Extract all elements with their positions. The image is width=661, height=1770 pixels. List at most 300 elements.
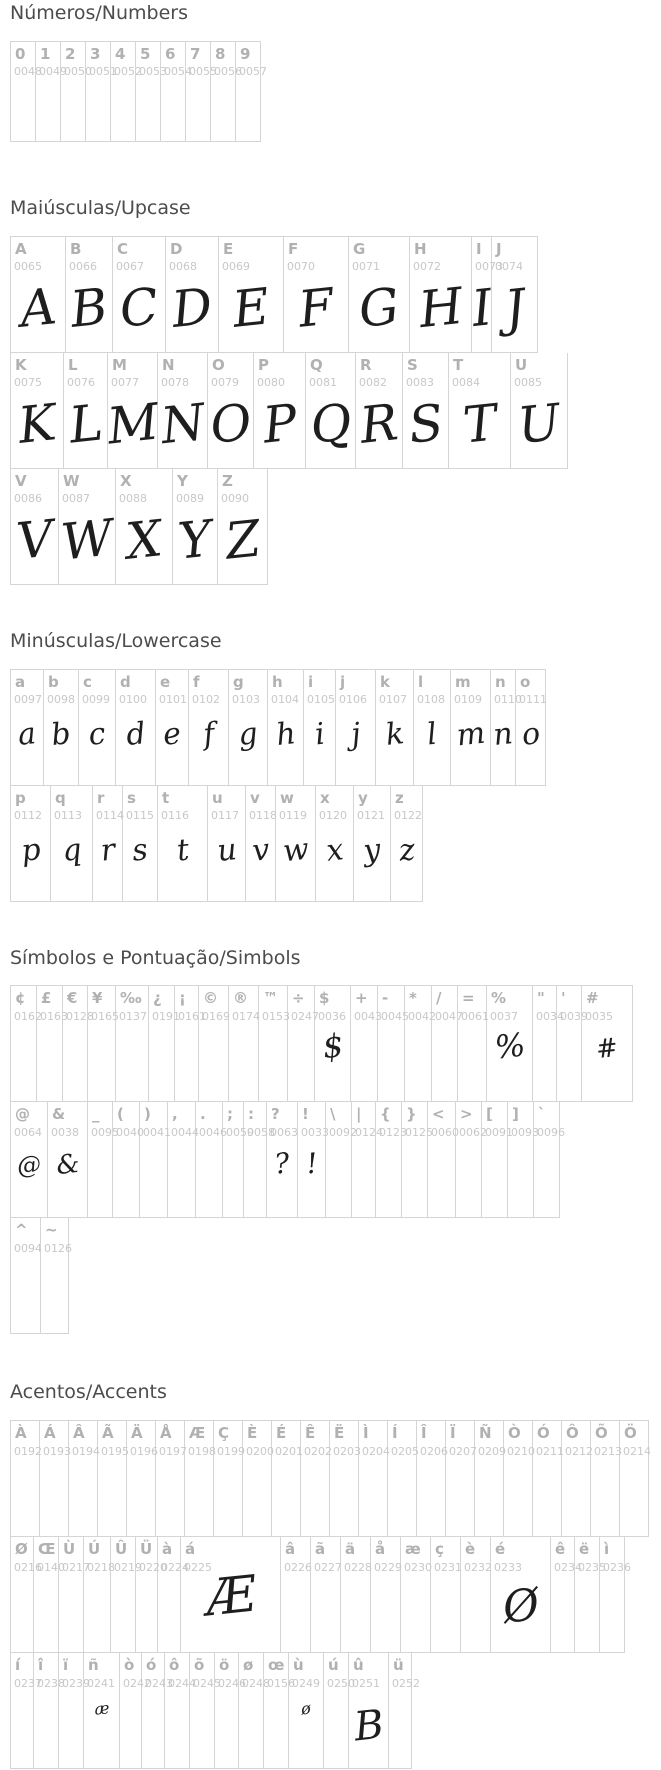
cell-unicode-code: 0225 — [184, 1560, 212, 1574]
cell-char-label: ì — [604, 1540, 610, 1559]
cell-glyph-preview: ! — [304, 1146, 319, 1181]
glyph-cell — [330, 1421, 359, 1536]
cell-unicode-code: 0034 — [536, 1009, 564, 1023]
cell-unicode-code: 0250 — [327, 1676, 355, 1690]
glyph-cell — [40, 1421, 69, 1536]
cell-unicode-code: 0117 — [211, 809, 239, 823]
cell-unicode-code: 0062 — [459, 1125, 487, 1139]
glyph-cell — [301, 1421, 330, 1536]
glyph-cell — [504, 1421, 533, 1536]
cell-unicode-code: 0249 — [292, 1676, 320, 1690]
cell-unicode-code: 0044 — [171, 1125, 199, 1139]
glyph-cell — [417, 1421, 446, 1536]
glyph-cell — [88, 1102, 119, 1217]
cell-char-label: q — [55, 788, 66, 807]
cell-char-label: ë — [579, 1540, 590, 1559]
cell-char-label: M — [112, 355, 127, 374]
section-title: Acentos/Accents — [10, 1381, 167, 1404]
glyph-cell — [84, 1537, 115, 1652]
cell-unicode-code: 0236 — [603, 1560, 631, 1574]
glyph-cell — [446, 1421, 475, 1536]
glyph-cell — [600, 1537, 631, 1652]
cell-glyph-preview: & — [54, 1148, 81, 1181]
glyph-cell — [491, 670, 522, 785]
glyph-cell — [219, 237, 284, 352]
cell-char-label: å — [375, 1540, 386, 1559]
cell-unicode-code: 0162 — [14, 1009, 42, 1023]
glyph-cell — [388, 1421, 417, 1536]
cell-unicode-code: 0128 — [66, 1009, 94, 1023]
glyph-cell — [491, 1537, 551, 1652]
cell-glyph-preview: P — [259, 393, 300, 455]
glyph-cell — [156, 1421, 185, 1536]
glyph-cell — [272, 1421, 301, 1536]
glyph-cell — [214, 1421, 243, 1536]
cell-glyph-preview: U — [515, 392, 563, 455]
cell-char-label: u — [212, 788, 223, 807]
charmap-row — [10, 236, 538, 353]
cell-unicode-code: 0080 — [257, 376, 285, 390]
cell-unicode-code: 0252 — [392, 1676, 420, 1690]
cell-char-label: F — [288, 239, 299, 258]
cell-unicode-code: 0063 — [270, 1125, 298, 1139]
cell-unicode-code: 0064 — [14, 1125, 42, 1139]
cell-unicode-code: 0099 — [82, 693, 110, 707]
glyph-cell — [127, 1421, 156, 1536]
glyph-cell — [591, 1421, 620, 1536]
cell-unicode-code: 0234 — [554, 1560, 582, 1574]
glyph-cell — [64, 353, 108, 468]
cell-char-label: ~ — [45, 1221, 58, 1240]
cell-char-label: ¡ — [179, 989, 186, 1008]
glyph-cell — [306, 353, 356, 468]
cell-char-label: Y — [177, 471, 188, 490]
cell-unicode-code: 0071 — [352, 260, 380, 274]
cell-unicode-code: 0207 — [449, 1444, 477, 1458]
cell-unicode-code: 0059 — [226, 1125, 254, 1139]
cell-char-label: w — [280, 788, 294, 807]
cell-unicode-code: 0191 — [152, 1009, 180, 1023]
cell-char-label: j — [340, 672, 346, 691]
cell-char-label: ™ — [263, 989, 278, 1008]
glyph-cell — [349, 1653, 389, 1768]
glyph-cell — [534, 1102, 565, 1217]
cell-glyph-preview: æ — [92, 1698, 110, 1720]
cell-unicode-code: 0065 — [14, 260, 42, 274]
cell-char-label: 2 — [65, 44, 76, 63]
cell-unicode-code: 0053 — [139, 65, 167, 79]
glyph-cell — [186, 42, 217, 141]
cell-unicode-code: 0097 — [14, 693, 42, 707]
cell-glyph-preview: N — [157, 392, 208, 455]
cell-char-label: * — [409, 989, 417, 1008]
glyph-cell — [48, 1102, 88, 1217]
glyph-cell — [354, 786, 391, 901]
cell-unicode-code: 0054 — [164, 65, 192, 79]
cell-unicode-code: 0069 — [222, 260, 250, 274]
cell-char-label: = — [462, 989, 475, 1008]
glyph-cell — [259, 986, 288, 1101]
cell-char-label: É — [276, 1424, 287, 1443]
cell-char-label: ] — [512, 1105, 519, 1124]
glyph-cell — [264, 1653, 295, 1768]
cell-char-label: W — [63, 471, 80, 490]
cell-unicode-code: 0090 — [221, 492, 249, 506]
glyph-cell — [311, 1537, 341, 1652]
cell-unicode-code: 0042 — [408, 1009, 436, 1023]
cell-char-label: > — [460, 1105, 473, 1124]
cell-unicode-code: 0074 — [495, 260, 523, 274]
glyph-cell — [189, 670, 229, 785]
cell-glyph-preview: l — [425, 716, 439, 752]
glyph-cell — [11, 469, 59, 584]
glyph-cell — [551, 1537, 582, 1652]
charmap-grid-symbols — [10, 985, 633, 1334]
glyph-cell — [562, 1421, 591, 1536]
cell-unicode-code: 0120 — [319, 809, 347, 823]
charmap-grid-uppercase — [10, 236, 568, 585]
cell-char-label: . — [200, 1105, 206, 1124]
cell-char-label: Ù — [63, 1540, 76, 1559]
cell-unicode-code: 0033 — [301, 1125, 329, 1139]
cell-unicode-code: 0201 — [275, 1444, 303, 1458]
glyph-cell — [161, 42, 192, 141]
cell-unicode-code: 0061 — [461, 1009, 489, 1023]
cell-char-label: ó — [146, 1656, 157, 1675]
cell-unicode-code: 0116 — [161, 809, 189, 823]
cell-unicode-code: 0112 — [14, 809, 42, 823]
cell-unicode-code: 0211 — [536, 1444, 564, 1458]
cell-char-label: A — [15, 239, 27, 258]
cell-unicode-code: 0125 — [405, 1125, 433, 1139]
cell-unicode-code: 0103 — [232, 693, 260, 707]
glyph-cell — [11, 237, 66, 352]
glyph-cell — [215, 1653, 246, 1768]
cell-char-label: Ë — [334, 1424, 345, 1443]
cell-unicode-code: 0218 — [87, 1560, 115, 1574]
cell-unicode-code: 0052 — [114, 65, 142, 79]
cell-unicode-code: 0084 — [452, 376, 480, 390]
cell-unicode-code: 0057 — [239, 65, 267, 79]
cell-glyph-preview: m — [454, 715, 487, 753]
charmap-row — [10, 1102, 565, 1218]
glyph-cell — [243, 1421, 272, 1536]
cell-glyph-preview: u — [215, 831, 238, 869]
cell-unicode-code: 0104 — [271, 693, 299, 707]
glyph-cell — [69, 1421, 98, 1536]
glyph-cell — [298, 1102, 329, 1217]
cell-unicode-code: 0079 — [211, 376, 239, 390]
cell-char-label: _ — [92, 1105, 100, 1124]
cell-glyph-preview: Z — [222, 509, 263, 571]
cell-char-label: 9 — [240, 44, 251, 63]
glyph-cell — [158, 353, 208, 468]
cell-unicode-code: 0153 — [262, 1009, 290, 1023]
glyph-cell — [456, 1102, 487, 1217]
glyph-cell — [196, 1102, 227, 1217]
cell-unicode-code: 0115 — [126, 809, 154, 823]
cell-char-label: € — [67, 989, 78, 1008]
glyph-cell — [508, 1102, 539, 1217]
cell-glyph-preview: y — [361, 831, 383, 869]
cell-unicode-code: 0220 — [139, 1560, 167, 1574]
glyph-cell — [185, 1421, 214, 1536]
cell-char-label: á — [185, 1540, 196, 1559]
glyph-cell — [136, 42, 167, 141]
cell-char-label: ü — [393, 1656, 404, 1675]
glyph-cell — [158, 786, 208, 901]
cell-char-label: C — [117, 239, 129, 258]
cell-unicode-code: 0095 — [91, 1125, 119, 1139]
cell-glyph-preview: F — [295, 277, 337, 339]
cell-glyph-preview: @ — [15, 1150, 43, 1181]
cell-char-label: V — [15, 471, 27, 490]
charmap-row — [10, 669, 546, 786]
glyph-cell — [140, 1102, 171, 1217]
cell-char-label: ÷ — [292, 989, 305, 1008]
cell-unicode-code: 0197 — [159, 1444, 187, 1458]
cell-unicode-code: 0244 — [168, 1676, 196, 1690]
cell-unicode-code: 0203 — [333, 1444, 361, 1458]
cell-char-label: , — [172, 1105, 178, 1124]
glyph-cell — [449, 353, 511, 468]
cell-char-label: Ö — [624, 1424, 637, 1443]
cell-char-label: } — [406, 1105, 417, 1124]
cell-glyph-preview: H — [415, 276, 466, 339]
cell-unicode-code: 0098 — [47, 693, 75, 707]
glyph-cell — [378, 986, 409, 1101]
cell-char-label: + — [355, 989, 368, 1008]
cell-glyph-preview: M — [104, 392, 161, 456]
cell-unicode-code: 0101 — [159, 693, 187, 707]
cell-char-label: D — [170, 239, 183, 258]
cell-unicode-code: 0239 — [62, 1676, 90, 1690]
cell-unicode-code: 0060 — [431, 1125, 459, 1139]
cell-char-label: 0 — [15, 44, 26, 63]
glyph-cell — [11, 786, 51, 901]
cell-glyph-preview: h — [274, 715, 297, 753]
glyph-cell — [120, 1653, 151, 1768]
glyph-cell — [175, 986, 206, 1101]
glyph-cell — [276, 786, 316, 901]
cell-char-label: P — [258, 355, 269, 374]
glyph-cell — [304, 670, 336, 785]
cell-unicode-code: 0123 — [379, 1125, 407, 1139]
cell-unicode-code: 0243 — [145, 1676, 173, 1690]
glyph-cell — [11, 986, 42, 1101]
cell-unicode-code: 0100 — [119, 693, 147, 707]
cell-unicode-code: 0036 — [318, 1009, 346, 1023]
cell-char-label: õ — [194, 1656, 205, 1675]
cell-char-label: { — [380, 1105, 391, 1124]
glyph-cell — [11, 1537, 42, 1652]
cell-unicode-code: 0193 — [43, 1444, 71, 1458]
section-numbers — [10, 3, 661, 142]
cell-char-label: ® — [233, 989, 248, 1008]
cell-char-label: m — [455, 672, 471, 691]
cell-unicode-code: 0102 — [192, 693, 220, 707]
cell-char-label: Œ — [38, 1540, 56, 1559]
cell-unicode-code: 0118 — [249, 809, 277, 823]
cell-unicode-code: 0124 — [355, 1125, 383, 1139]
glyph-cell — [44, 670, 79, 785]
glyph-cell — [11, 1218, 41, 1333]
cell-unicode-code: 0047 — [435, 1009, 463, 1023]
cell-glyph-preview: x — [324, 831, 345, 869]
cell-unicode-code: 0199 — [217, 1444, 245, 1458]
glyph-cell — [111, 42, 142, 141]
cell-glyph-preview: $ — [320, 1025, 345, 1066]
cell-unicode-code: 0169 — [202, 1009, 230, 1023]
cell-char-label: Æ — [189, 1424, 206, 1443]
cell-char-label: I — [476, 239, 482, 258]
cell-char-label: 5 — [140, 44, 151, 63]
cell-char-label: ñ — [88, 1656, 99, 1675]
cell-unicode-code: 0108 — [417, 693, 445, 707]
glyph-cell — [84, 1653, 120, 1768]
cell-unicode-code: 0073 — [475, 260, 503, 274]
cell-unicode-code: 0200 — [246, 1444, 274, 1458]
cell-glyph-preview: W — [58, 508, 116, 572]
cell-glyph-preview: a — [16, 715, 38, 753]
cell-char-label: ï — [63, 1656, 69, 1675]
cell-char-label: È — [247, 1424, 258, 1443]
cell-glyph-preview: D — [169, 276, 215, 339]
cell-unicode-code: 0247 — [291, 1009, 319, 1023]
cell-unicode-code: 0046 — [199, 1125, 227, 1139]
glyph-cell — [575, 1537, 606, 1652]
cell-char-label: Ê — [305, 1424, 316, 1443]
glyph-cell — [533, 986, 564, 1101]
cell-unicode-code: 0110 — [494, 693, 522, 707]
cell-char-label: Ñ — [479, 1424, 492, 1443]
cell-unicode-code: 0230 — [404, 1560, 432, 1574]
charmap-row — [10, 1653, 420, 1769]
cell-char-label: Å — [160, 1424, 172, 1443]
cell-unicode-code: 0216 — [14, 1560, 42, 1574]
glyph-cell — [620, 1421, 649, 1536]
cell-char-label: à — [162, 1540, 173, 1559]
cell-char-label: s — [127, 788, 136, 807]
glyph-cell — [236, 42, 267, 141]
section-lowercase — [10, 631, 661, 902]
cell-unicode-code: 0251 — [352, 1676, 380, 1690]
charmap-row — [10, 1218, 72, 1334]
glyph-cell — [336, 670, 376, 785]
cell-unicode-code: 0088 — [119, 492, 147, 506]
glyph-cell — [223, 1102, 254, 1217]
glyph-cell — [111, 1537, 142, 1652]
cell-unicode-code: 0219 — [114, 1560, 142, 1574]
glyph-cell — [244, 1102, 275, 1217]
cell-char-label: # — [586, 989, 599, 1008]
charmap-grid-lowercase — [10, 669, 546, 902]
cell-char-label: î — [38, 1656, 44, 1675]
glyph-cell — [190, 1653, 221, 1768]
cell-unicode-code: 0227 — [314, 1560, 342, 1574]
cell-char-label: / — [436, 989, 442, 1008]
glyph-cell — [391, 786, 423, 901]
cell-char-label: e — [160, 672, 171, 691]
cell-glyph-preview: O — [207, 392, 254, 455]
cell-glyph-preview: B — [67, 276, 111, 339]
cell-char-label: ã — [315, 1540, 326, 1559]
section-uppercase — [10, 198, 661, 585]
glyph-cell — [63, 986, 94, 1101]
cell-char-label: Á — [44, 1424, 56, 1443]
glyph-cell — [168, 1102, 199, 1217]
cell-glyph-preview: p — [19, 831, 42, 869]
cell-unicode-code: 0082 — [359, 376, 387, 390]
cell-char-label: < — [432, 1105, 445, 1124]
cell-char-label: b — [48, 672, 59, 691]
glyph-cell — [401, 1537, 431, 1652]
cell-unicode-code: 0231 — [434, 1560, 462, 1574]
glyph-cell — [59, 1653, 90, 1768]
cell-char-label: g — [233, 672, 244, 691]
cell-char-label: Ø — [15, 1540, 28, 1559]
cell-glyph-preview: C — [116, 276, 162, 339]
cell-unicode-code: 0085 — [514, 376, 542, 390]
cell-unicode-code: 0237 — [14, 1676, 42, 1690]
section-title: Números/Numbers — [10, 2, 188, 24]
glyph-cell — [405, 986, 436, 1101]
cell-glyph-preview: V — [13, 508, 56, 571]
glyph-cell — [326, 1102, 357, 1217]
cell-unicode-code: 0049 — [39, 65, 67, 79]
cell-char-label: N — [162, 355, 175, 374]
cell-unicode-code: 0092 — [329, 1125, 357, 1139]
glyph-cell — [116, 469, 173, 584]
cell-char-label: | — [356, 1105, 362, 1124]
glyph-cell — [371, 1537, 401, 1652]
cell-char-label: - — [382, 989, 389, 1008]
cell-char-label: Î — [421, 1424, 427, 1443]
cell-char-label: 6 — [165, 44, 176, 63]
cell-char-label: " — [537, 989, 545, 1008]
glyph-cell — [475, 1421, 504, 1536]
cell-char-label: è — [465, 1540, 476, 1559]
glyph-cell — [432, 986, 463, 1101]
section-symbols — [10, 948, 661, 1335]
cell-unicode-code: 0050 — [64, 65, 92, 79]
cell-unicode-code: 0165 — [91, 1009, 119, 1023]
glyph-cell — [410, 237, 472, 352]
cell-unicode-code: 0038 — [51, 1125, 79, 1139]
cell-char-label: h — [272, 672, 283, 691]
glyph-cell — [582, 986, 633, 1101]
section-title: Maiúsculas/Upcase — [10, 196, 191, 219]
cell-char-label: ú — [328, 1656, 339, 1675]
glyph-cell — [461, 1537, 491, 1652]
cell-unicode-code: 0205 — [391, 1444, 419, 1458]
charmap-row — [10, 469, 268, 585]
cell-unicode-code: 0066 — [69, 260, 97, 274]
cell-char-label: ¢ — [15, 989, 26, 1008]
glyph-cell — [123, 786, 158, 901]
glyph-cell — [267, 1102, 298, 1217]
glyph-cell — [557, 986, 588, 1101]
glyph-cell — [516, 670, 546, 785]
cell-unicode-code: 0224 — [161, 1560, 189, 1574]
glyph-cell — [316, 786, 354, 901]
cell-unicode-code: 0045 — [381, 1009, 409, 1023]
charmap-grid-accents — [10, 1420, 649, 1769]
glyph-cell — [88, 986, 119, 1101]
cell-char-label: ä — [345, 1540, 356, 1559]
cell-unicode-code: 0241 — [87, 1676, 115, 1690]
cell-char-label: ¿ — [153, 989, 162, 1008]
